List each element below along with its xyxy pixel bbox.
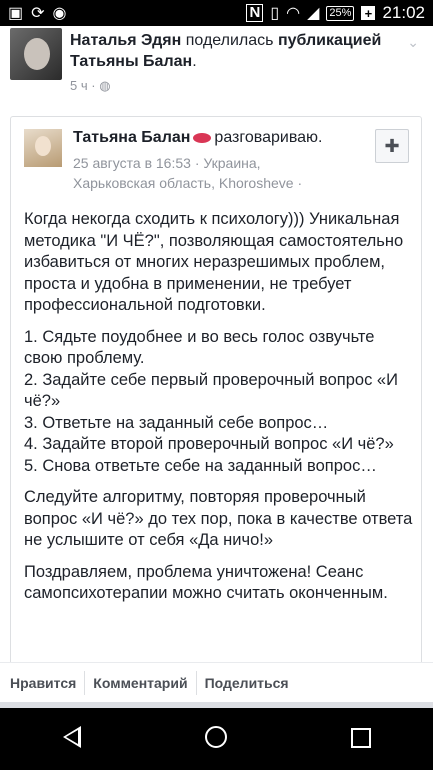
charging-plus-icon: + bbox=[361, 6, 375, 20]
share-time[interactable]: 5 ч bbox=[70, 78, 88, 93]
list-item: 5. Снова ответьте себе на заданный вопрос… bbox=[24, 456, 377, 475]
media-icon: ◉ bbox=[52, 5, 67, 22]
facebook-notification-icon: ▣ bbox=[8, 5, 24, 22]
steps-list bbox=[24, 327, 416, 478]
action-bar bbox=[0, 662, 433, 702]
wifi-icon: ◠ bbox=[286, 5, 301, 22]
nfc-icon: N bbox=[246, 4, 263, 22]
comment-button[interactable]: Комментарий bbox=[93, 674, 188, 691]
signal-icon: ◢ bbox=[307, 5, 320, 22]
list-item: 4. Задайте второй проверочный вопрос «И чё?» bbox=[24, 435, 394, 453]
feeling-text: разговариваю. bbox=[214, 129, 323, 146]
post-text bbox=[24, 209, 416, 615]
shared-object-link[interactable]: публикацией bbox=[277, 32, 382, 49]
post-header bbox=[11, 117, 421, 197]
battery-icon: 25% bbox=[326, 6, 354, 21]
share-meta: 5 ч · ◍ bbox=[70, 78, 111, 93]
lips-emoji-icon bbox=[193, 133, 211, 143]
clock: 21:02 bbox=[382, 3, 425, 22]
post-follow: Следуйте алгоритму, повторяя проверочный вопрос «И чё?» до тех пор, пока в качестве ответа не услышите от себя «Да ничо!» bbox=[24, 488, 413, 549]
post-meta: 25 августа в 16:53 · Украина, Харьковская область, Khorosheve · bbox=[73, 155, 303, 191]
list-item: 3. Ответьте на заданный себе вопрос… bbox=[24, 413, 329, 432]
author-name[interactable]: Татьяна Балан bbox=[73, 129, 191, 146]
share-action-text: поделилась bbox=[181, 32, 278, 49]
recents-icon[interactable] bbox=[331, 724, 391, 755]
status-bar bbox=[0, 0, 433, 26]
add-friend-icon[interactable]: ✚ bbox=[375, 129, 409, 163]
vibrate-icon: ▯ bbox=[270, 5, 280, 22]
feed-story bbox=[0, 26, 433, 708]
notification-icons bbox=[8, 3, 67, 23]
share-headline: Наталья Эдян поделилась публикацией Татьяны Балан. bbox=[70, 32, 382, 70]
author-line bbox=[73, 129, 322, 147]
share-button[interactable]: Поделиться bbox=[204, 674, 289, 691]
share-header bbox=[0, 26, 433, 106]
post-intro: Когда некогда сходить к психологу))) Уникальная методика "И ЧЁ?", позволяющая самостоятельно избавиться от многих неразрешимых проблем, проста и удобна в применении, не требует профессиональной подготовки. bbox=[24, 210, 404, 314]
list-item: 2. Задайте себе первый проверочный вопрос «И чё?» bbox=[24, 370, 398, 410]
post-conclusion: Поздравляем, проблема уничтожена! Сеанс самопсихотерапии можно считать оконченным. bbox=[24, 562, 388, 602]
android-nav-bar bbox=[0, 708, 433, 770]
divider bbox=[84, 671, 85, 695]
home-icon[interactable] bbox=[186, 724, 246, 755]
globe-icon: ◍ bbox=[99, 78, 111, 93]
sharer-avatar[interactable] bbox=[10, 28, 62, 80]
author-avatar[interactable] bbox=[24, 129, 62, 167]
chevron-down-icon[interactable]: ⌄ bbox=[407, 34, 419, 50]
original-author-link[interactable]: Татьяны Балан bbox=[70, 53, 193, 70]
sync-icon: ⟳ bbox=[31, 5, 45, 22]
back-icon[interactable] bbox=[42, 724, 102, 755]
like-button[interactable]: Нравится bbox=[10, 674, 77, 691]
shared-post-card[interactable] bbox=[10, 116, 422, 674]
list-item: 1. Сядьте поудобнее и во весь голос озвучьте свою проблему. bbox=[24, 327, 375, 367]
divider bbox=[196, 671, 197, 695]
sharer-name[interactable]: Наталья Эдян bbox=[70, 32, 182, 49]
